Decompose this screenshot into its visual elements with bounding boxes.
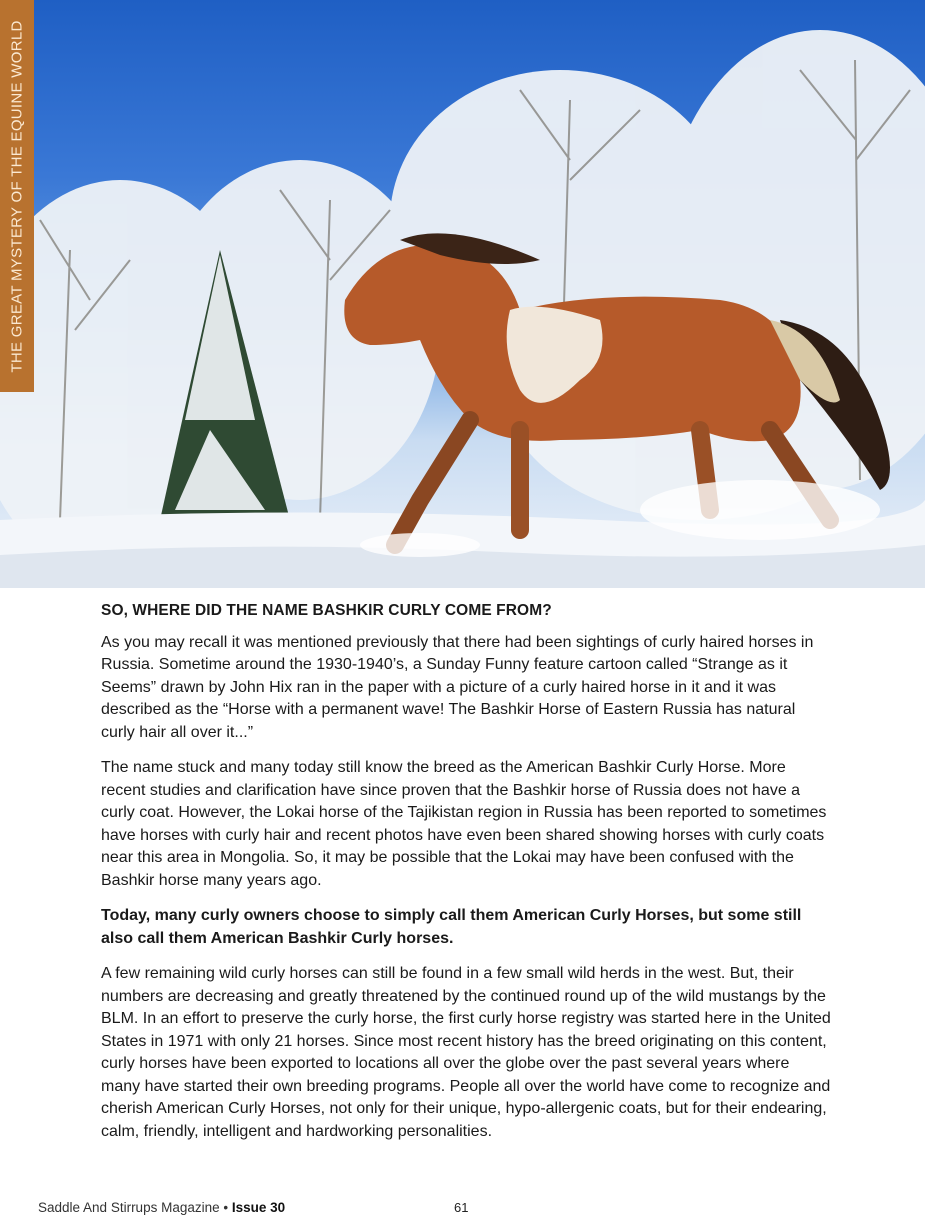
issue-label: Issue 30: [231, 1200, 286, 1215]
photo-illustration: [0, 0, 925, 588]
footer-separator: •: [219, 1200, 232, 1215]
magazine-name: Saddle And Stirrups Magazine: [38, 1200, 220, 1215]
horse-in-snow-photo: [0, 0, 925, 588]
page-number: 61: [454, 1200, 469, 1215]
article-paragraph-3: A few remaining wild curly horses can still be found in a few small wild herds in the west. But, their numbers are decreasing and greatly threatened by the continued round up of the wild mustangs by the BLM. In an effort to preserve the curly horse, the first curly horse registry was started here in the United States in 1971 with only 21 horses. Since most recent history has the breed originating on this content, curly horses have been exported to locations all over the globe over the past several years where many have started their own breeding programs. People all over the world have come to recognize and cherish American Curly Horses, not only for their unique, hypo-allergenic coats, but for their endearing, calm, friendly, intelligent and hardworking personalities.: [101, 965, 831, 1140]
page-footer: [38, 1200, 285, 1215]
article-heading: SO, WHERE DID THE NAME BASHKIR CURLY COME FROM?: [101, 602, 552, 619]
side-caption: THE GREAT MYSTERY OF THE EQUINE WORLD: [8, 19, 26, 373]
article-paragraph-2: The name stuck and many today still know the breed as the American Bashkir Curly Horse. More recent studies and clarification have since proven that the Bashkir horse of Russia does not have a curly coat. However, the Lokai horse of the Tajikistan region in Russia has been reported to sometimes have horses with curly hair and recent photos have even been shared showing horses with curly coats near this area in Mongolia. So, it may be possible that the Lokai may have been confused with the Bashkir horse many years ago.: [101, 759, 827, 889]
side-caption-band: [0, 0, 34, 392]
article-body: [101, 600, 831, 1156]
article-paragraph-1: As you may recall it was mentioned previously that there had been sightings of curly haired horses in Russia. Sometime around the 1930-1940’s, a Sunday Funny feature cartoon called “Strange as it Seems” drawn by John Hix ran in the paper with a picture of a curly haired horse in it and it was described as the “Horse with a permanent wave! The Bashkir Horse of Eastern Russia has natural curly hair all over it...”: [101, 633, 814, 741]
article-lead-statement: Today, many curly owners choose to simply call them American Curly Horses, but some still also call them American Bashkir Curly horses.: [101, 907, 802, 947]
